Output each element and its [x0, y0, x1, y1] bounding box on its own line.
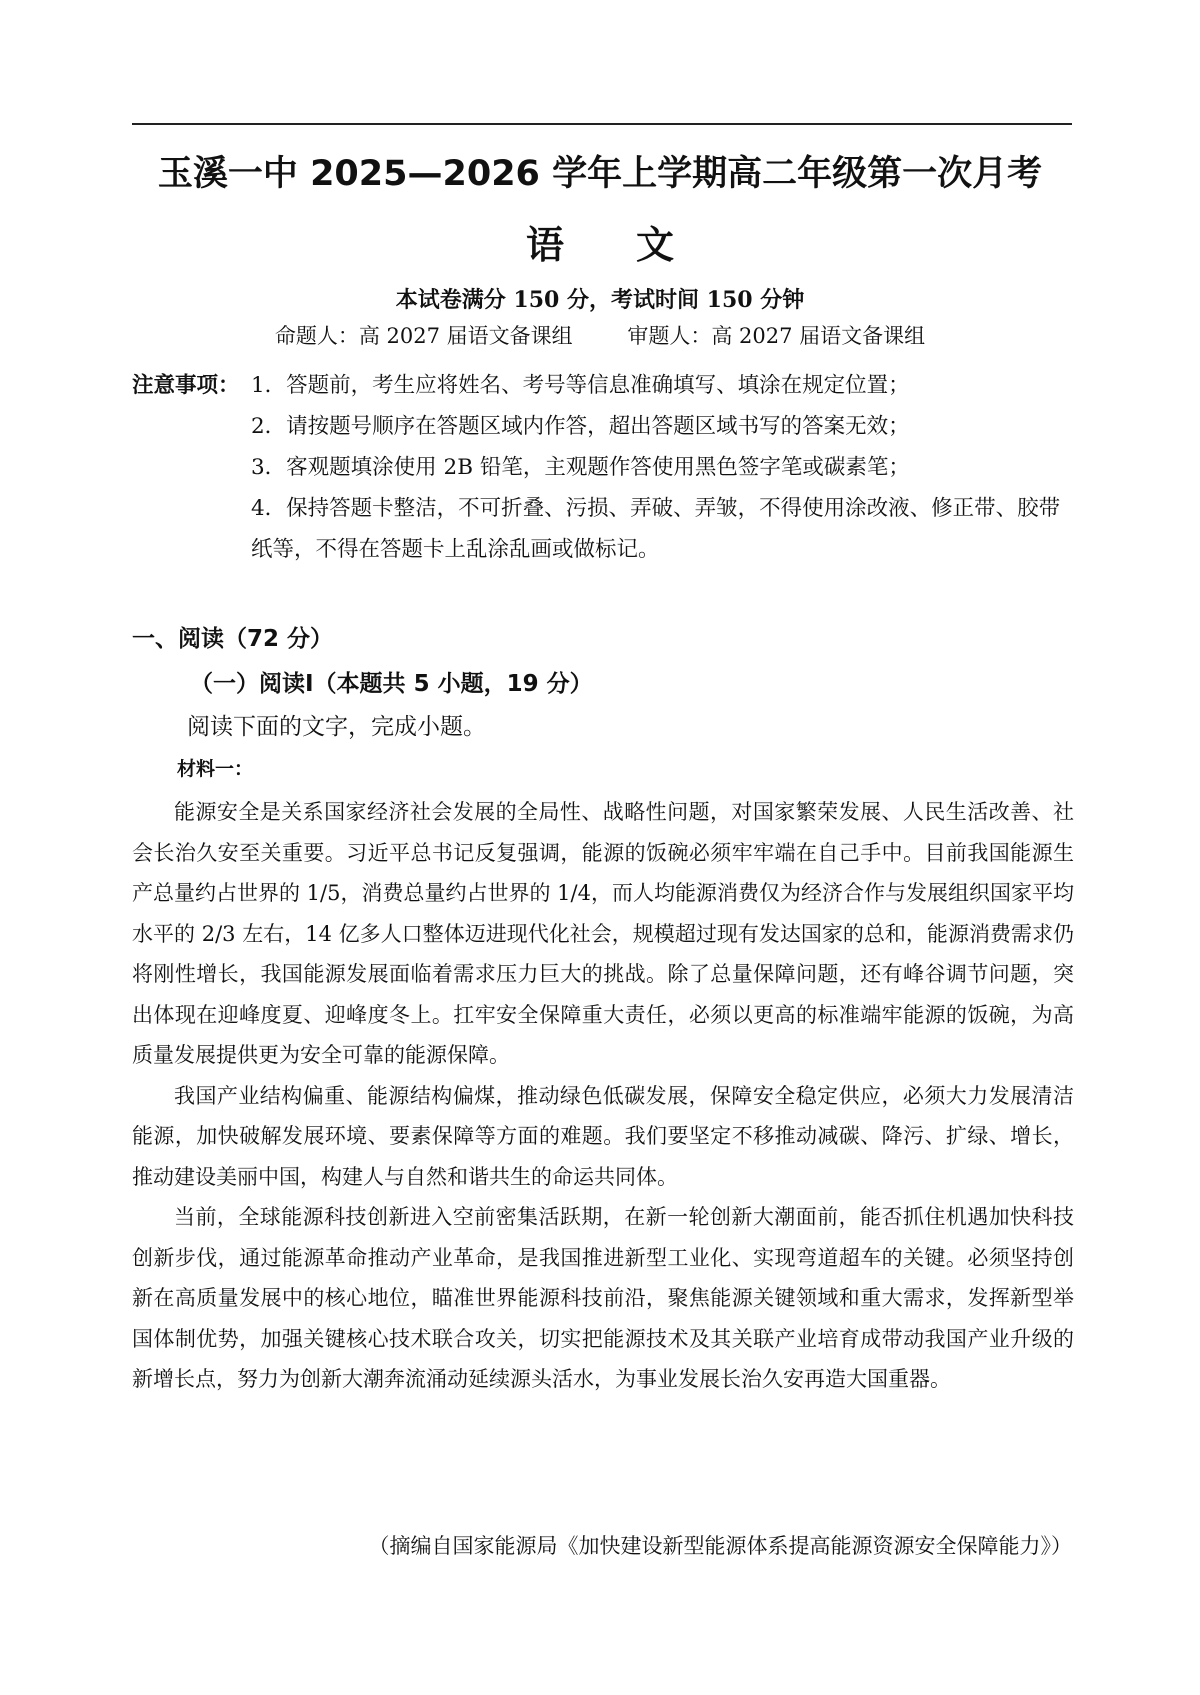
- notice-item-1: 1．答题前，考生应将姓名、考号等信息准确填写、填涂在规定位置；: [251, 373, 910, 398]
- passage-paragraph: 我国产业结构偏重、能源结构偏煤，推动绿色低碳发展，保障安全稳定供应，必须大力发展清洁能源，加快破解发展环境、要素保障等方面的难题。我们要坚定不移推动减碳、降污、扩绿、增长，推动建设美丽中国，构建人与自然和谐共生的命运共同体。: [132, 1083, 1074, 1189]
- subsection-title: （一）阅读Ⅰ（本题共 5 小题，19 分）: [190, 671, 593, 697]
- notice-item-3: 3．客观题填涂使用 2B 铅笔，主观题作答使用黑色签字笔或碳素笔；: [251, 455, 910, 480]
- proposer: 命题人：高 2027 届语文备课组: [274, 324, 573, 348]
- passage-paragraph: 能源安全是关系国家经济社会发展的全局性、战略性问题，对国家繁荣发展、人民生活改善、社会长治久安至关重要。习近平总书记反复强调，能源的饭碗必须牢牢端在自己手中。目前我国能源生产总量约占世界的 1/5，消费总量约占世界的 1/4，而人均能源消费仅为经济合作与发展组织国家平均水平的 2/3 左右，14 亿多人口整体迈进现代化社会，规模超过现有发达国家的总和，能源消费需求仍将刚性增长，我国能源发展面临着需求压力巨大的挑战。除了总量保障问题，还有峰谷调节问题，突出体现在迎峰度夏、迎峰度冬上。扛牢安全保障重大责任，必须以更高的标准端牢能源的饭碗，为高质量发展提供更为安全可靠的能源保障。: [132, 800, 1074, 1067]
- source-citation: （摘编自国家能源局《加快建设新型能源体系提高能源资源安全保障能力》）: [368, 1534, 1072, 1558]
- passage-body: [132, 792, 1074, 1400]
- notice-label: 注意事项：: [132, 373, 240, 398]
- top-rule: [132, 123, 1072, 125]
- score-info: 本试卷满分 150 分，考试时间 150 分钟: [395, 287, 805, 313]
- notice-item-2: 2．请按题号顺序在答题区域内作答，超出答题区域书写的答案无效；: [251, 414, 910, 439]
- notice-item-4: 4．保持答题卡整洁，不可折叠、污损、弄破、弄皱，不得使用涂改液、修正带、胶带纸等，不得在答题卡上乱涂乱画或做标记。: [251, 496, 1061, 562]
- material-label: 材料一：: [177, 758, 254, 780]
- passage-paragraph: 当前，全球能源科技创新进入空前密集活跃期，在新一轮创新大潮面前，能否抓住机遇加快科技创新步伐，通过能源革命推动产业革命，是我国推进新型工业化、实现弯道超车的关键。必须坚持创新在高质量发展中的核心地位，瞄准世界能源科技前沿，聚焦能源关键领域和重大需求，发挥新型举国体制优势，加强关键核心技术联合攻关，切实把能源技术及其关联产业培育成带动我国产业升级的新增长点，努力为创新大潮奔流涌动延续源头活水，为事业发展长治久安再造大国重器。: [132, 1205, 1074, 1391]
- subject-title: 语文: [525, 223, 746, 267]
- notice-items: [251, 365, 1072, 570]
- section-title: 一、阅读（72 分）: [132, 626, 334, 652]
- reading-instruction: 阅读下面的文字，完成小题。: [187, 714, 486, 740]
- authors-line: [0, 320, 1200, 350]
- notice-block: [132, 365, 1072, 570]
- reviewer: 审题人：高 2027 届语文备课组: [627, 324, 926, 348]
- exam-title: 玉溪一中 2025—2026 学年上学期高二年级第一次月考: [157, 154, 1043, 194]
